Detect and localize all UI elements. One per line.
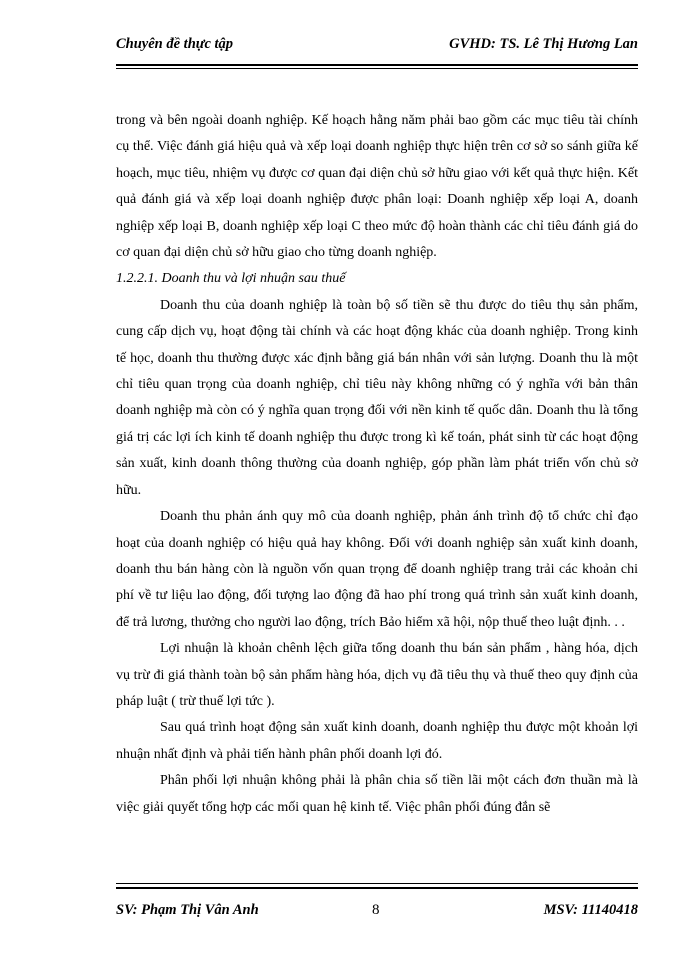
header-rule-thin [116, 68, 638, 69]
footer-rule-thin [116, 883, 638, 884]
paragraph-distribution-meaning: Phân phối lợi nhuận không phải là phân chia số tiền lãi một cách đơn thuần mà là việc giải quyết tổng hợp các mối quan hệ kinh tế. Việc phân phối đúng đắn sẽ [116, 773, 638, 815]
header-rule-thick [116, 64, 638, 66]
footer-student-name: SV: Phạm Thị Vân Anh [116, 902, 259, 918]
paragraph-profit-definition: Lợi nhuận là khoản chênh lệch giữa tổng doanh thu bán sản phẩm , hàng hóa, dịch vụ trừ đi giá thành toàn bộ sản phẩm hàng hóa, dịch vụ đã tiêu thụ và thuế theo quy định của pháp luật ( trừ thuế lợi tức ). [116, 641, 638, 709]
section-heading: 1.2.2.1. Doanh thu và lợi nhuận sau thuế [116, 271, 346, 287]
page-footer [116, 902, 638, 926]
footer-rule-thick [116, 887, 638, 889]
paragraph-revenue-scale: Doanh thu phản ánh quy mô của doanh nghiệp, phản ánh trình độ tổ chức chỉ đạo hoạt của doanh nghiệp có hiệu quả hay không. Đối với doanh nghiệp sản xuất kinh doanh, doanh thu bán hàng còn là nguồn vốn quan trọng để doanh nghiệp trang trải các khoản chi phí về tư liệu lao động, đối tượng lao động đã hao phí trong quá trình sản xuất kinh doanh, để trả lương, thưởng cho người lao động, trích Bảo hiểm xã hội, nộp thuế theo luật định. . . [116, 509, 638, 630]
page-body [116, 108, 638, 821]
footer-student-id: MSV: 11140418 [543, 902, 638, 918]
header-course-title: Chuyên đề thực tập [116, 36, 234, 52]
paragraph-profit-distribution: Sau quá trình hoạt động sản xuất kinh doanh, doanh nghiệp thu được một khoản lợi nhuận nhất định và phải tiến hành phân phối doanh lợi đó. [116, 720, 638, 762]
paragraph-continued: trong và bên ngoài doanh nghiệp. Kế hoạch hằng năm phải bao gồm các mục tiêu tài chính cụ thể. Việc đánh giá hiệu quả và xếp loại doanh nghiệp thực hiện trên cơ sở so sánh giữa kế hoạch, mục tiêu, nhiệm vụ được cơ quan đại diện chủ sở hữu giao với kết quả thực hiện. Kết quả đánh giá và xếp loại doanh nghiệp được phân loại: Doanh nghiệp xếp loại A, doanh nghiệp xếp loại B, doanh nghiệp xếp loại C theo mức độ hoàn thành các chỉ tiêu đánh giá do cơ quan đại diện chủ sở hữu giao cho từng doanh nghiệp. [116, 113, 638, 261]
header-supervisor: GVHD: TS. Lê Thị Hương Lan [449, 36, 638, 52]
page-number: 8 [372, 902, 380, 918]
page-header [116, 36, 638, 60]
paragraph-revenue-definition: Doanh thu của doanh nghiệp là toàn bộ số tiền sẽ thu được do tiêu thụ sản phẩm, cung cấp dịch vụ, hoạt động tài chính và các hoạt động khác của doanh nghiệp. Trong kinh tế học, doanh thu thường được xác định bằng giá bán nhân với sản lượng. Doanh thu là một chỉ tiêu quan trọng của doanh nghiệp, chỉ tiêu này không những có ý nghĩa với bản thân doanh nghiệp mà còn có ý nghĩa quan trọng đối với nền kinh tế quốc dân. Doanh thu là tổng giá trị các lợi ích kinh tế doanh nghiệp thu được trong kì kế toán, phát sinh từ các hoạt động sản xuất, kinh doanh thông thường của doanh nghiệp, góp phần làm phát triển vốn chủ sở hữu. [116, 297, 638, 498]
